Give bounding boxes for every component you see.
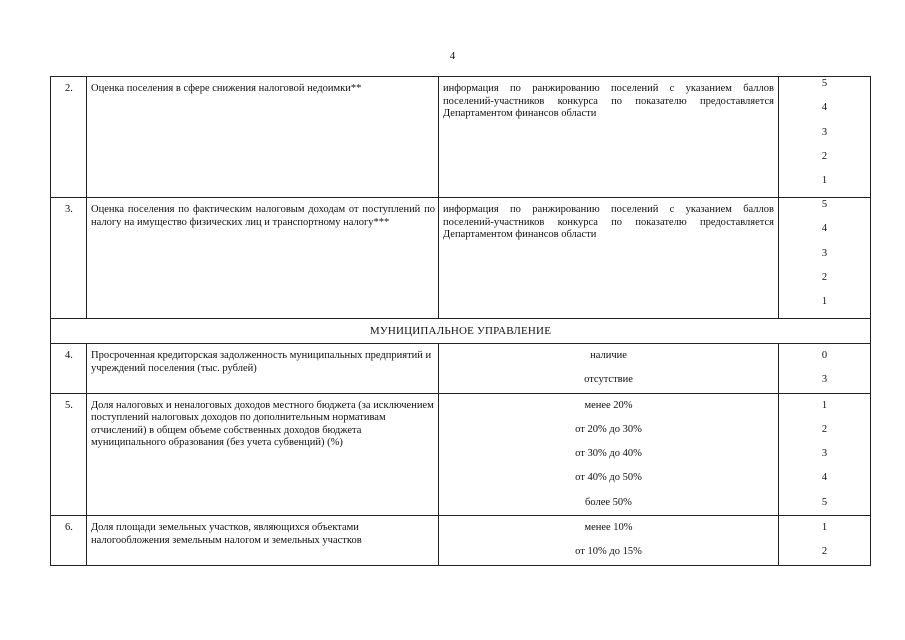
table-row bbox=[51, 77, 871, 198]
data-source: информация по ранжированию поселений с указанием баллов поселений-участников конкурса по показателю предоставляется Департаментом финансов области bbox=[439, 77, 779, 198]
points-value: 5 bbox=[821, 496, 828, 508]
option-value: более 50% bbox=[585, 496, 632, 508]
section-title: МУНИЦИПАЛЬНОЕ УПРАВЛЕНИЕ bbox=[51, 319, 871, 344]
options-cell bbox=[439, 393, 779, 515]
criterion-name: Оценка поселения по фактическим налоговым доходам от поступлений по налогу на имущество физических лиц и транспортному налогу*** bbox=[87, 198, 439, 319]
points-value: 3 bbox=[821, 247, 828, 259]
option-value: менее 10% bbox=[584, 522, 633, 534]
points-value: 3 bbox=[821, 448, 828, 460]
options-cell bbox=[439, 516, 779, 566]
points-value: 1 bbox=[821, 522, 828, 534]
points-value: 5 bbox=[821, 78, 828, 89]
criterion-name: Доля налоговых и неналоговых доходов местного бюджета (за исключением поступлений налоговых доходов по дополнительным нормативам отчислений) в общем объеме собственных доходов бюджета муниципального образования (без учета субвенций) (%) bbox=[87, 393, 439, 515]
points-value: 3 bbox=[821, 374, 828, 386]
points-value: 4 bbox=[821, 102, 828, 114]
points-value: 0 bbox=[821, 350, 828, 361]
option-value: отсутствие bbox=[584, 374, 633, 386]
table-row bbox=[51, 344, 871, 394]
options-cell bbox=[439, 344, 779, 394]
points-value: 1 bbox=[821, 296, 828, 308]
points-value: 1 bbox=[821, 399, 828, 411]
table-row bbox=[51, 393, 871, 515]
row-number: 5. bbox=[51, 393, 87, 515]
row-number: 3. bbox=[51, 198, 87, 319]
points-value: 2 bbox=[821, 423, 828, 435]
points-value: 3 bbox=[821, 126, 828, 138]
criterion-name: Просроченная кредиторская задолженность муниципальных предприятий и учреждений поселения (тыс. рублей) bbox=[87, 344, 439, 394]
row-number: 2. bbox=[51, 77, 87, 198]
option-value: от 20% до 30% bbox=[575, 423, 642, 435]
points-value: 2 bbox=[821, 271, 828, 283]
option-value: от 30% до 40% bbox=[575, 448, 642, 460]
page-number: 4 bbox=[449, 50, 456, 62]
row-number: 6. bbox=[51, 516, 87, 566]
table-row bbox=[51, 198, 871, 319]
points-value: 2 bbox=[821, 546, 828, 558]
option-value: менее 20% bbox=[584, 399, 633, 411]
points-cell bbox=[779, 516, 871, 566]
criteria-table bbox=[50, 76, 871, 566]
points-cell bbox=[779, 77, 871, 198]
section-heading-row bbox=[51, 319, 871, 344]
criterion-name: Оценка поселения в сфере снижения налоговой недоимки** bbox=[87, 77, 439, 198]
points-cell bbox=[779, 198, 871, 319]
points-cell bbox=[779, 344, 871, 394]
points-value: 4 bbox=[821, 223, 828, 235]
option-value: от 40% до 50% bbox=[575, 472, 642, 484]
table-row bbox=[51, 516, 871, 566]
data-source: информация по ранжированию поселений с указанием баллов поселений-участников конкурса по показателю предоставляется Департаментом финансов области bbox=[439, 198, 779, 319]
points-value: 4 bbox=[821, 472, 828, 484]
criterion-name: Доля площади земельных участков, являющихся объектами налогообложения земельным налогом и земельных участков bbox=[87, 516, 439, 566]
row-number: 4. bbox=[51, 344, 87, 394]
option-value: от 10% до 15% bbox=[575, 546, 642, 558]
points-value: 2 bbox=[821, 150, 828, 162]
option-value: наличие bbox=[590, 350, 627, 361]
points-value: 1 bbox=[821, 175, 828, 187]
points-value: 5 bbox=[821, 199, 828, 210]
points-cell bbox=[779, 393, 871, 515]
